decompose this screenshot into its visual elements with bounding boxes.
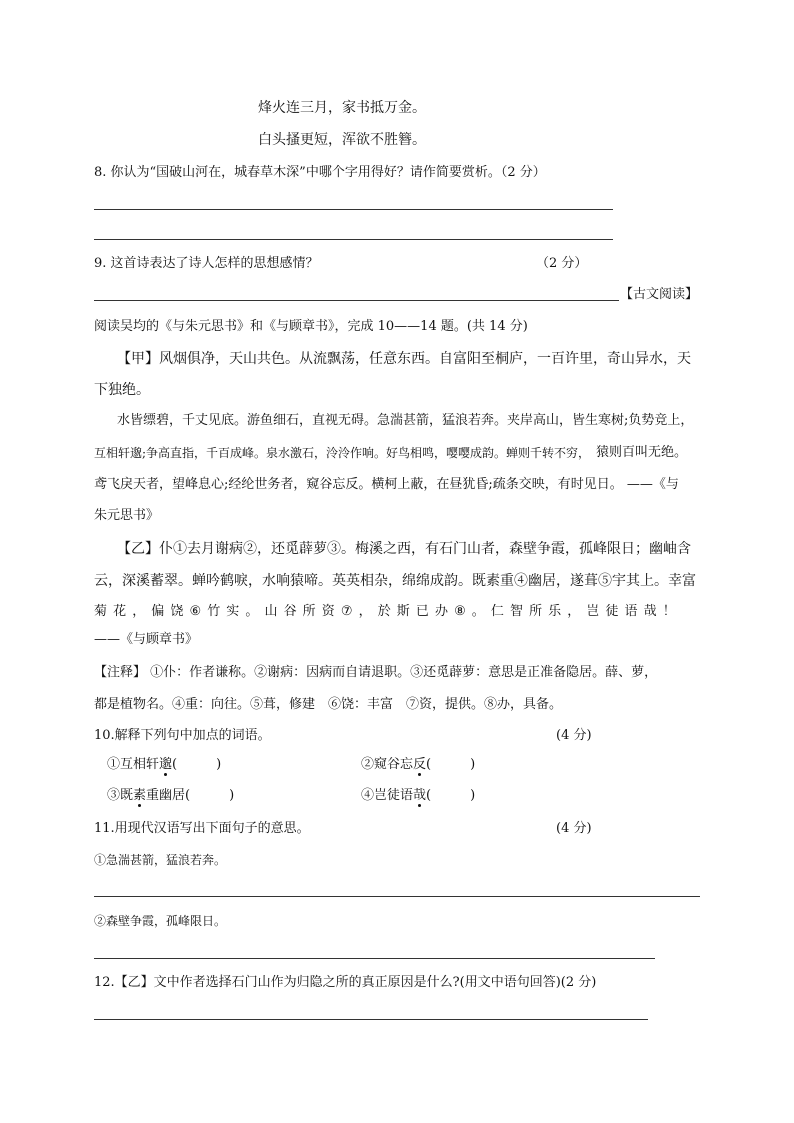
justified-char: 所 <box>302 604 316 619</box>
justified-char: 资 <box>321 604 335 619</box>
justified-char: 已 <box>415 604 429 619</box>
passage-jia-line: 互相轩邈;争高直指，千百成峰。泉水激石，泠泠作响。好鸟相鸣，嘤嘤成韵。蝉则千转不穷， <box>94 446 591 460</box>
justified-char: 岂 <box>586 604 600 619</box>
justified-char: 斯 <box>396 604 410 619</box>
justified-char: 实 <box>226 604 240 619</box>
passage-yi-line: 云，深溪蓄翠。蝉吟鹤唳，水响猿啼。英英相杂，绵绵成韵。既素重④幽居，遂葺⑤宇其上。幸富 <box>94 573 696 589</box>
justified-char: 乐 <box>548 604 562 619</box>
question-11: 11.用现代汉语写出下面句子的意思。 <box>94 821 310 836</box>
justified-char: 竹 <box>207 604 221 619</box>
justified-char: 山 <box>264 604 278 619</box>
question-11-score: (4 分) <box>556 821 592 836</box>
question-10-score: (4 分) <box>556 728 592 743</box>
justified-char: 所 <box>529 604 543 619</box>
passage-jia-line: 鸢飞戾天者，望峰息心;经纶世务者，窥谷忘反。横柯上蔽，在昼犹昏;疏条交映，有时见日。 ——《与 <box>94 477 679 492</box>
answer-line <box>94 896 700 897</box>
passage-jia-source: 朱元思书》 <box>94 508 160 523</box>
passage-jia-line: 水皆缥碧，千丈见底。游鱼细石，直视无碍。急湍甚箭，猛浪若奔。夹岸高山，皆生寒树;负势竞上， <box>117 413 694 428</box>
justified-char: 哉 <box>643 604 657 619</box>
q10-item-b: ②窥谷忘反( ) <box>361 757 476 772</box>
justified-char: 办 <box>434 604 448 619</box>
poem-line-2: 白头搔更短，浑欲不胜簪。 <box>258 132 426 148</box>
justified-char: ， <box>132 604 146 619</box>
question-9: 9. 这首诗表达了诗人怎样的思想感情？ <box>94 256 319 271</box>
justified-char: 徒 <box>605 604 619 619</box>
passage-jia-line: 【甲】风烟俱净，天山共色。从流飘荡，任意东西。自富阳至桐庐，一百许里，奇山异水，天 <box>117 351 691 367</box>
justified-char: 於 <box>377 604 391 619</box>
justified-char: 谷 <box>283 604 297 619</box>
justified-char: ， <box>567 604 581 619</box>
justified-char: ！ <box>662 604 676 619</box>
justified-char: ， <box>358 604 372 619</box>
justified-char: 智 <box>509 604 523 619</box>
passage-yi-line: 【乙】仆①去月谢病②，还觅薜萝③。梅溪之西，有石门山者，森壁争霞，孤峰限日；幽岫含 <box>117 541 691 557</box>
answer-line <box>94 239 613 240</box>
question-8: 8. 你认为“国破山河在，城春草木深”中哪个字用得好？请作简要赏析。（2 分） <box>94 165 546 180</box>
q11-sentence-1: ①急湍甚箭，猛浪若奔。 <box>94 853 227 867</box>
q10-item-c: ③既素重幽居( ) <box>107 788 235 803</box>
justified-char: 花 <box>113 604 127 619</box>
poem-line-1: 烽火连三月，家书抵万金。 <box>258 100 426 116</box>
question-9-score: （2 分） <box>536 256 588 271</box>
question-12: 12.【乙】文中作者选择石门山作为归隐之所的真正原因是什么?(用文中语句回答)(2 分) <box>94 975 597 990</box>
reading-intro: 阅读吴均的《与朱元思书》和《与顾章书》，完成 10——14 题。(共 14 分) <box>94 319 528 334</box>
passage-yi-source: ——《与顾章书》 <box>94 632 199 647</box>
answer-line <box>94 300 619 301</box>
justified-char: 菊 <box>94 604 108 619</box>
justified-char: 。 <box>245 604 259 619</box>
justified-char: 饶 <box>170 604 184 619</box>
answer-line <box>94 958 655 959</box>
justified-char: ⑧ <box>454 604 466 619</box>
answer-line <box>94 1019 648 1020</box>
q11-sentence-2: ②森壁争霞，孤峰限日。 <box>94 914 227 928</box>
q10-item-a: ①互相轩邈( ) <box>107 757 222 772</box>
q10-item-d: ④岂徒语哉( ) <box>361 788 476 803</box>
justified-char: 仁 <box>490 604 504 619</box>
question-10: 10.解释下列句中加点的词语。 <box>94 728 271 743</box>
justified-char: ⑥ <box>189 604 202 619</box>
justified-char: ⑦ <box>340 604 353 619</box>
passage-jia-line: 下独绝。 <box>94 382 150 398</box>
passage-jia-line: 猿则百叫无绝。 <box>596 445 688 460</box>
justified-char: 偏 <box>151 604 165 619</box>
justified-char: 语 <box>624 604 638 619</box>
notes-line: 【注释】 ①仆：作者谦称。②谢病：因病而自请退职。③还觅薜萝：意思是正准备隐居。薛、萝， <box>94 665 658 680</box>
passage-yi-line-justified <box>94 603 676 621</box>
section-title: 【古文阅读】 <box>620 287 699 302</box>
notes-line: 都是植物名。④重：向往。⑤葺，修建 ⑥饶：丰富 ⑦资，提供。⑧办，具备。 <box>94 697 563 712</box>
justified-char: 。 <box>471 604 485 619</box>
answer-line <box>94 209 613 210</box>
